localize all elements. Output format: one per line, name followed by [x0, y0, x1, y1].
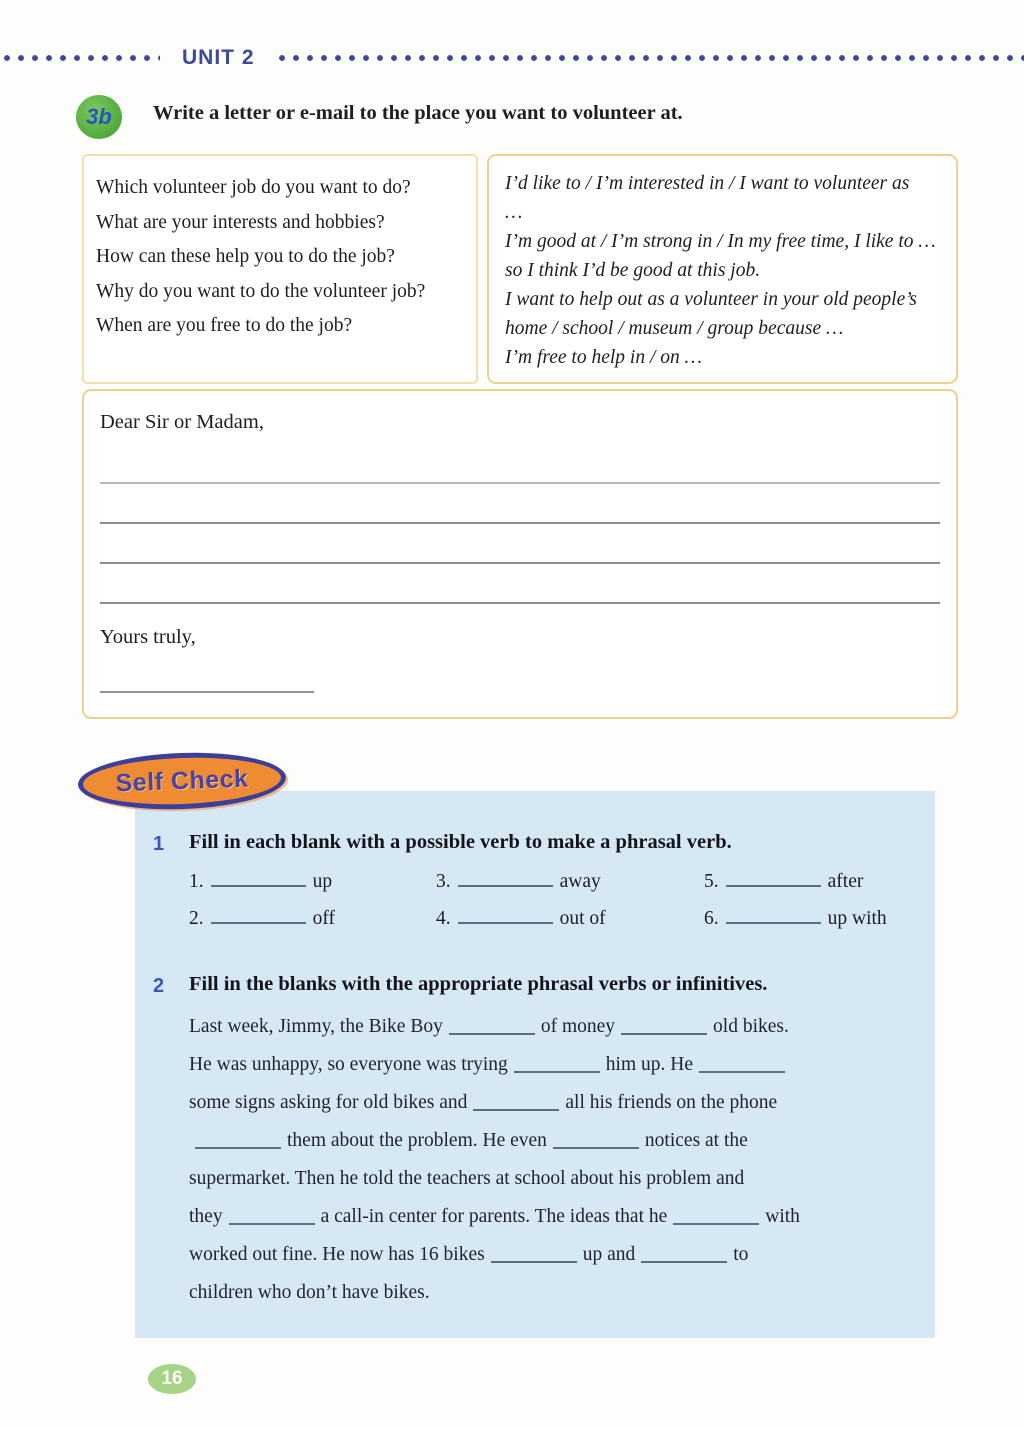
- paragraph-line: [189, 1160, 911, 1198]
- phrasal-item: [704, 869, 911, 906]
- item-particle: up with: [827, 908, 887, 929]
- paragraph-text: of money: [540, 1016, 616, 1037]
- fill-blank[interactable]: [211, 906, 306, 924]
- exercise-2-paragraph: [189, 1008, 911, 1312]
- phrasal-items: [189, 869, 911, 943]
- paragraph-line: [189, 1084, 911, 1122]
- item-particle: after: [827, 871, 864, 892]
- paragraph-line: [189, 1198, 911, 1236]
- question-box: [82, 154, 478, 384]
- paragraph-text: a call-in center for parents. The ideas that he: [320, 1206, 668, 1227]
- self-check-label: Self Check: [115, 764, 249, 797]
- dotted-line-left: [0, 54, 160, 62]
- tip-line: I want to help out as a volunteer in your old people’s home / school / museum / group because …: [505, 289, 917, 339]
- paragraph-text: them about the problem. He even: [287, 1130, 547, 1151]
- dotted-line-right: [275, 54, 1024, 62]
- fill-blank[interactable]: [673, 1207, 759, 1225]
- fill-blank[interactable]: [553, 1131, 639, 1149]
- exercise-2: [153, 973, 911, 1312]
- tip-line: I’m good at / I’m strong in / In my free time, I like to … so I think I’d be good at this job.: [505, 231, 936, 281]
- page-number-badge: 16: [148, 1364, 196, 1394]
- phrasal-item: [436, 906, 704, 943]
- exercise-1-body: [189, 831, 911, 943]
- letter-line[interactable]: [100, 564, 940, 604]
- letter-line[interactable]: [100, 484, 940, 524]
- fill-blank[interactable]: [229, 1207, 315, 1225]
- activity-3b: [76, 95, 964, 139]
- fill-blank[interactable]: [458, 869, 553, 887]
- tip-line: I’m free to help in / on …: [505, 347, 702, 368]
- paragraph-line: [189, 1122, 911, 1160]
- paragraph-text: worked out fine. He now has 16 bikes: [189, 1244, 485, 1265]
- self-check-badge: [77, 749, 287, 812]
- question-item: Why do you want to do the volunteer job?: [96, 280, 426, 302]
- paragraph-line: [189, 1046, 911, 1084]
- paragraph-text: old bikes.: [713, 1016, 789, 1037]
- fill-blank[interactable]: [699, 1055, 785, 1073]
- exercise-number: 2: [153, 975, 165, 997]
- item-number: 5.: [704, 871, 719, 892]
- letter-salutation: Dear Sir or Madam,: [100, 411, 264, 433]
- self-check-panel: [135, 791, 935, 1338]
- paragraph-line: [189, 1008, 911, 1046]
- fill-blank[interactable]: [473, 1093, 559, 1111]
- paragraph-text: to: [733, 1244, 749, 1265]
- paragraph-line: [189, 1274, 911, 1312]
- question-item: How can these help you to do the job?: [96, 246, 395, 267]
- letter-writing-area: [100, 444, 940, 604]
- page-header: [0, 47, 1024, 69]
- exercise-1: [153, 831, 911, 943]
- fill-blank[interactable]: [726, 869, 821, 887]
- paragraph-text: He was unhappy, so everyone was trying: [189, 1054, 508, 1075]
- prompt-boxes: [82, 154, 958, 384]
- tips-box: [487, 154, 958, 384]
- letter-line[interactable]: [100, 444, 940, 484]
- tip-line: I’d like to / I’m interested in / I want to volunteer as: [505, 173, 910, 194]
- paragraph-text: they: [189, 1206, 223, 1227]
- fill-blank[interactable]: [621, 1017, 707, 1035]
- phrasal-item: [704, 906, 911, 943]
- question-item: Which volunteer job do you want to do?: [96, 177, 411, 198]
- fill-blank[interactable]: [491, 1245, 577, 1263]
- activity-badge: 3b: [76, 95, 122, 139]
- item-number: 6.: [704, 908, 719, 929]
- letter-closing: Yours truly,: [100, 626, 196, 648]
- item-number: 1.: [189, 871, 204, 892]
- phrasal-item: [189, 906, 436, 943]
- paragraph-text: Last week, Jimmy, the Bike Boy: [189, 1016, 443, 1037]
- exercise-number: 1: [153, 833, 165, 855]
- fill-blank[interactable]: [211, 869, 306, 887]
- signature-line[interactable]: [100, 661, 314, 693]
- phrasal-item: [436, 869, 704, 906]
- letter-line[interactable]: [100, 524, 940, 564]
- paragraph-text: notices at the: [644, 1130, 748, 1151]
- question-item: What are your interests and hobbies?: [96, 211, 385, 233]
- tip-line: …: [505, 202, 523, 223]
- fill-blank[interactable]: [195, 1131, 281, 1149]
- paragraph-text: some signs asking for old bikes and: [189, 1092, 468, 1113]
- item-particle: up: [312, 871, 333, 892]
- paragraph-line: [189, 1236, 911, 1274]
- item-particle: off: [312, 908, 336, 929]
- phrasal-item: [189, 869, 436, 906]
- paragraph-text: up and: [582, 1244, 636, 1265]
- fill-blank[interactable]: [449, 1017, 535, 1035]
- unit-title: UNIT 2: [182, 46, 255, 69]
- exercise-1-title: Fill in each blank with a possible verb to make a phrasal verb.: [189, 831, 732, 853]
- paragraph-text: all his friends on the phone: [565, 1092, 778, 1113]
- item-number: 4.: [436, 908, 451, 929]
- fill-blank[interactable]: [458, 906, 553, 924]
- fill-blank[interactable]: [641, 1245, 727, 1263]
- letter-box: [82, 389, 958, 719]
- fill-blank[interactable]: [514, 1055, 600, 1073]
- fill-blank[interactable]: [726, 906, 821, 924]
- exercise-2-title: Fill in the blanks with the appropriate phrasal verbs or infinitives.: [189, 973, 768, 995]
- item-particle: out of: [559, 908, 606, 929]
- paragraph-text: with: [765, 1206, 800, 1227]
- item-number: 2.: [189, 908, 204, 929]
- question-item: When are you free to do the job?: [96, 315, 353, 336]
- item-number: 3.: [436, 871, 451, 892]
- item-particle: away: [559, 871, 601, 892]
- self-check-header: [78, 753, 1024, 813]
- activity-instruction: Write a letter or e-mail to the place you want to volunteer at.: [153, 102, 683, 124]
- exercise-2-body: [189, 973, 911, 1312]
- paragraph-text: supermarket. Then he told the teachers at school about his problem and: [189, 1168, 745, 1189]
- paragraph-text: children who don’t have bikes.: [189, 1282, 430, 1303]
- paragraph-text: him up. He: [605, 1054, 693, 1075]
